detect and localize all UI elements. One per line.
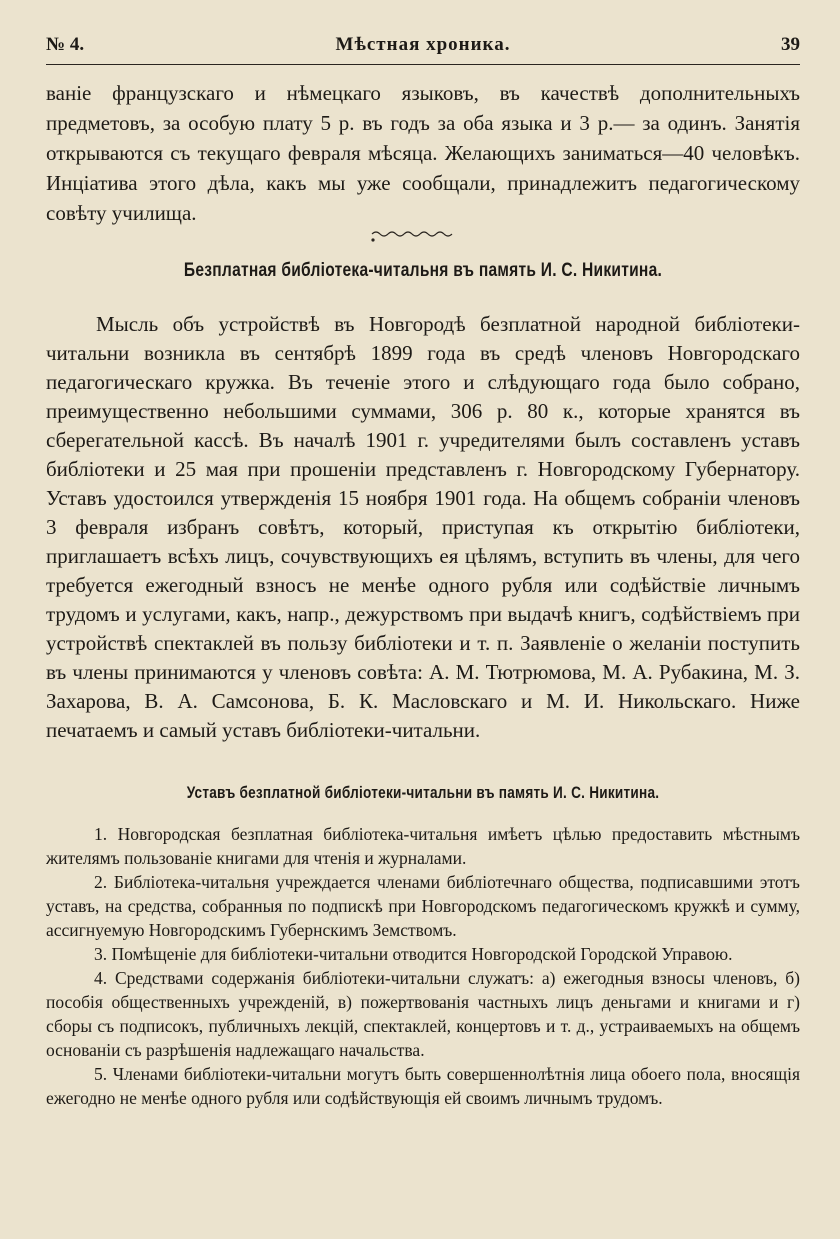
running-header: [46, 34, 800, 58]
statute-item-5: 5. Членами библіотеки-читальни могутъ быть совершеннолѣтнія лица обоего пола, вносящія ежегодно не менѣе одного рубля или содѣйствующія ей своимъ личнымъ трудомъ.: [46, 1064, 800, 1108]
page-number: 39: [781, 34, 800, 55]
wavy-divider-ornament: [370, 228, 470, 244]
header-rule: [46, 64, 800, 65]
statute-item-4: 4. Средствами содержанія библіотеки-читальни служатъ: а) ежегодныя взносы членовъ, б) пособія общественныхъ учрежденій, в) пожертвованія частныхъ лицъ деньгами и книгами и г) сборы съ подписокъ, публичныхъ лекцій, спектаклей, концертовъ и т. д., устраиваемыхъ на общемъ основаніи съ разрѣшенія надлежащаго начальства.: [46, 968, 800, 1060]
intro-paragraph: ваніе французскаго и нѣмецкаго языковъ, въ качествѣ дополнительныхъ предметовъ, за особую плату 5 р. въ годъ за оба языка и 3 р.— за одинъ. Занятія открываются съ текущаго февраля мѣсяца. Желающихъ заниматься—40 человѣкъ. Инціатива этого дѣла, какъ мы уже сообщали, принадлежитъ педагогическому совѣту училища.: [46, 81, 800, 225]
statute-body: [46, 822, 800, 1110]
article-title: Безплатная библіотека-читальня въ память И. С. Никитина.: [183, 260, 663, 281]
statute-item-1: 1. Новгородская безплатная библіотека-читальня имѣетъ цѣлью предоставить мѣстнымъ жителямъ пользованіе книгами для чтенія и журналами.: [46, 824, 800, 868]
statute-title: Уставъ безплатной библіотеки-читальни въ память И. С. Никитина.: [186, 783, 660, 802]
issue-number: № 4.: [46, 34, 85, 55]
statute-item-3: 3. Помѣщеніе для библіотеки-читальни отводится Новгородской Городской Управою.: [94, 944, 733, 964]
statute-item-2: 2. Библіотека-читальня учреждается членами библіотечнаго общества, подписавшими этотъ уставъ, на средства, собранныя по подпискѣ при Новгородскомъ педагогическомъ кружкѣ и сумму, ассигнуемую Новгородскимъ Губернскимъ Земствомъ.: [46, 872, 800, 940]
section-title: Мѣстная хроника.: [335, 34, 511, 55]
article-body: Мысль объ устройствѣ въ Новгородѣ безплатной народной библіотеки-читальни возникла въ сентябрѣ 1899 года въ средѣ членовъ Новгородскаго педагогическаго кружка. Въ теченіе этого и слѣдующаго года было собрано, преимущественно небольшими суммами, 306 р. 80 к., которые хранятся въ сберегательной кассѣ. Въ началѣ 1901 г. учредителями былъ составленъ уставъ библіотеки и 25 мая при прошеніи представленъ г. Новгородскому Губернатору. Уставъ удостоился утвержденія 15 ноября 1901 года. На общемъ собраніи членовъ 3 февраля избранъ совѣтъ, который, приступая къ открытію библіотеки, приглашаетъ всѣхъ лицъ, сочувствующихъ ея цѣлямъ, вступить въ члены, для чего требуется ежегодный взносъ не менѣе одного рубля или содѣйствіе личнымъ трудомъ и услугами, какъ, напр., дежурствомъ при выдачѣ книгъ, содѣйствіемъ при устройствѣ спектаклей въ пользу библіотеки и т. п. Заявленіе о желаніи поступить въ члены принимаются у членовъ совѣта: А. М. Тютрюмова, М. А. Рубакина, М. З. Захарова, В. А. Самсонова, Б. К. Масловскаго и М. И. Никольскаго. Ниже печатаемъ и самый уставъ библіотеки-читальни.: [46, 312, 800, 742]
